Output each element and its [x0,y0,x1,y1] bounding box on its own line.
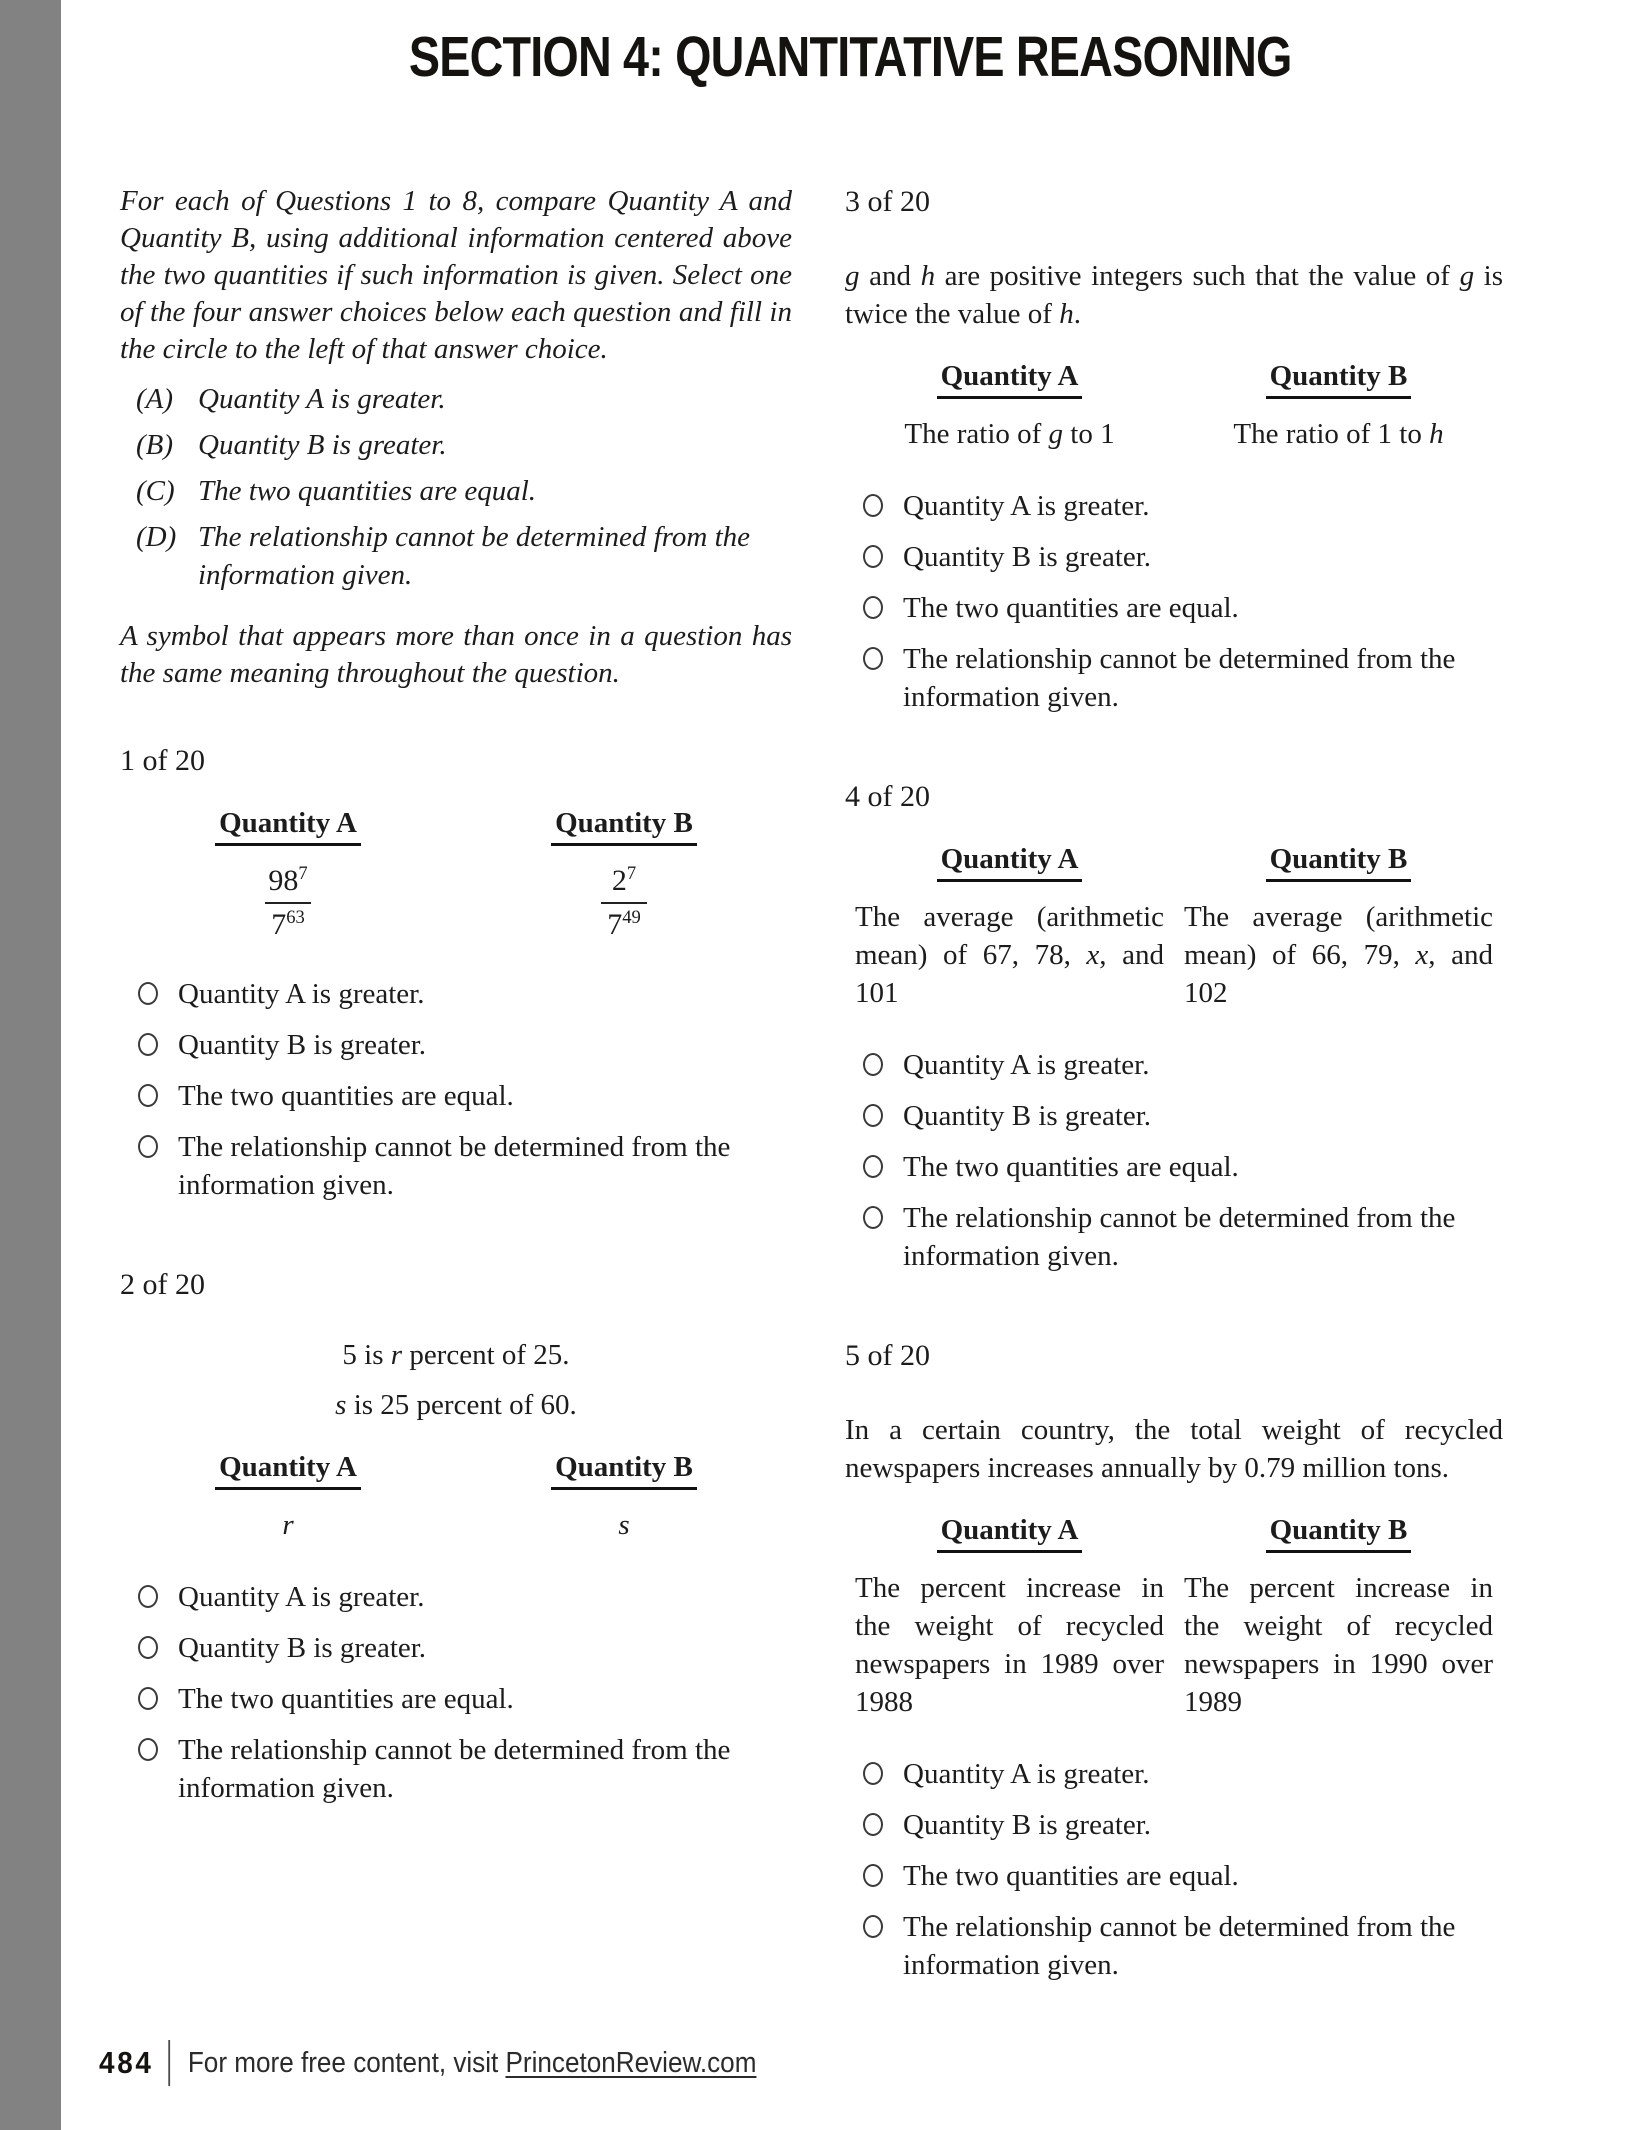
answer-option-label: The relationship cannot be determined from the information given. [903,1202,1456,1272]
footer-text: For more free content, visit PrincetonReview.com [187,2047,757,2079]
quantity-a-cell [845,840,1174,1012]
answer-option-label: Quantity B is greater. [178,1029,427,1061]
answer-option-label: The relationship cannot be determined from the information given. [903,1911,1456,1981]
text-segment: The ratio of 1 to [1233,418,1430,450]
text-segment: , and 101 [855,939,1164,1009]
quantity-a-cell [845,1511,1174,1721]
page-title [61,26,1640,88]
footer-page-number: 484 [99,2045,154,2080]
math-variable: g [1459,260,1475,292]
answer-option [138,1731,792,1807]
answer-radio-icon[interactable] [863,1053,883,1076]
math-variable: s [618,1509,630,1541]
answer-radio-icon[interactable] [863,1104,883,1127]
answer-option-label: The two quantities are equal. [903,1151,1239,1183]
answer-option [863,1857,1503,1895]
answer-radio-icon[interactable] [863,1813,883,1836]
quantity-a-fraction [264,865,311,941]
quantity-b-value [618,1506,629,1544]
fraction-denominator: $7^{49}$ [601,902,647,941]
question-2 [120,1266,792,1807]
quantity-b-cell [1174,357,1503,453]
quantity-a-value [282,1506,293,1544]
answer-option-label: The relationship cannot be determined from the information given. [903,643,1456,713]
math-variable: g [1048,418,1064,450]
answer-option [138,1026,792,1064]
instruction-choice [136,518,792,594]
instruction-choice [136,380,792,418]
answer-radio-icon[interactable] [138,1084,158,1107]
page-edge-bar [0,0,61,2130]
quantity-a-cell [845,357,1174,453]
answer-option [863,1097,1503,1135]
answer-option [138,1680,792,1718]
instruction-choice-letter: (C) [136,475,175,507]
footer-link[interactable]: PrincetonReview.com [505,2047,757,2079]
answer-radio-icon[interactable] [138,1636,158,1659]
answer-radio-icon[interactable] [138,1687,158,1710]
question-2-quantity-table [120,1448,792,1544]
answer-option-label: Quantity A is greater. [903,1758,1150,1790]
instruction-choice-text: Quantity B is greater. [198,429,447,461]
answer-option [863,640,1503,716]
answer-option-label: Quantity A is greater. [178,1581,425,1613]
question-1 [120,742,792,1204]
question-4-answer-options [845,1046,1503,1275]
answer-radio-icon[interactable] [138,1135,158,1158]
question-5-quantity-table [845,1511,1503,1721]
answer-option [138,1077,792,1115]
answer-option-label: Quantity B is greater. [178,1632,427,1664]
fraction-numerator: $98^7$ [268,863,308,897]
answer-radio-icon[interactable] [863,1864,883,1887]
instruction-choice [136,472,792,510]
math-variable: g [845,260,860,292]
question-3 [845,183,1503,716]
answer-option [863,1806,1503,1844]
quantity-b-value: The percent increase in the weight of recycled newspapers in 1990 over 1989 [1184,1572,1493,1718]
answer-radio-icon[interactable] [863,596,883,619]
instruction-choice-letter: (D) [136,521,177,553]
math-variable: x [1415,939,1429,971]
answer-option [138,1128,792,1204]
footer [99,2040,756,2086]
instruction-choice-letter: (A) [136,383,174,415]
answer-option-label: Quantity B is greater. [903,1100,1152,1132]
math-variable: r [390,1339,403,1371]
answer-radio-icon[interactable] [138,1033,158,1056]
question-2-answer-options [120,1578,792,1807]
page-title-text: SECTION 4: QUANTITATIVE REASONING [409,25,1292,89]
answer-radio-icon[interactable] [863,1155,883,1178]
text-segment: is 25 percent of 60. [346,1389,577,1421]
answer-radio-icon[interactable] [863,1915,883,1938]
question-4-number: 4 of 20 [845,780,930,813]
quantity-b-header: Quantity B [551,804,697,846]
text-segment: and [859,260,921,292]
quantity-b-cell [1174,840,1503,1012]
question-3-stem [845,257,1503,333]
quantity-b-cell [456,1448,792,1544]
math-variable: h [920,260,936,292]
question-4 [845,778,1503,1275]
question-5-number: 5 of 20 [845,1339,930,1372]
answer-option [863,1908,1503,1984]
quantity-b-value [1184,898,1493,1012]
answer-option-label: The two quantities are equal. [178,1683,514,1715]
answer-option-label: Quantity A is greater. [903,1049,1150,1081]
math-variable: s [335,1389,347,1421]
answer-option-label: The relationship cannot be determined from the information given. [178,1734,731,1804]
question-3-number: 3 of 20 [845,185,930,218]
math-variable: x [1086,939,1100,971]
instruction-choice-text: Quantity A is greater. [198,383,446,415]
text-segment: is twice the value of [845,260,1504,330]
left-column [120,183,792,1820]
question-2-info-line [120,1336,792,1374]
answer-option [863,487,1503,525]
text-segment: percent of 25. [402,1339,570,1371]
footer-divider [168,2040,170,2086]
answer-option-label: The relationship cannot be determined from the information given. [178,1131,731,1201]
instruction-choice [136,426,792,464]
answer-option-label: The two quantities are equal. [903,1860,1239,1892]
math-variable: h [1429,418,1444,450]
answer-option [138,975,792,1013]
quantity-b-header: Quantity B [551,1448,697,1490]
answer-option-label: Quantity B is greater. [903,1809,1152,1841]
right-column [845,183,1503,1997]
quantity-a-cell [120,1448,456,1544]
answer-radio-icon[interactable] [863,1762,883,1785]
quantity-b-fraction [601,865,647,941]
question-2-number: 2 of 20 [120,1268,205,1301]
answer-option [138,1629,792,1667]
quantity-b-cell [456,804,792,941]
quantity-b-header: Quantity B [1266,1511,1412,1553]
question-3-answer-options [845,487,1503,716]
instruction-choice-text: The two quantities are equal. [198,475,537,507]
instructions-paragraph: For each of Questions 1 to 8, compare Quantity A and Quantity B, using additional information centered above the two quantities if such information is given. Select one of the four answer choices below each question and fill in the circle to the left of that answer choice. [120,185,792,365]
answer-radio-icon[interactable] [863,1206,883,1229]
quantity-b-value [601,862,647,941]
answer-option [863,1199,1503,1275]
text-segment: 5 is [342,1339,391,1371]
answer-radio-icon[interactable] [863,647,883,670]
quantity-a-value [904,415,1114,453]
quantity-a-header: Quantity A [937,357,1083,399]
text-segment: The ratio of [904,418,1049,450]
question-3-quantity-table [845,357,1503,453]
answer-option [863,1148,1503,1186]
answer-option [863,1046,1503,1084]
question-1-quantity-table [120,804,792,941]
quantity-b-cell [1174,1511,1503,1721]
math-variable: h [1059,298,1074,330]
question-5 [845,1337,1503,1984]
answer-option [863,589,1503,627]
math-variable: r [282,1509,294,1541]
answer-radio-icon[interactable] [138,1585,158,1608]
text-segment: . [1073,298,1081,330]
answer-option-label: Quantity A is greater. [903,490,1150,522]
question-2-info-line [120,1386,792,1424]
quantity-b-header: Quantity B [1266,357,1412,399]
text-segment: The average (arithmetic mean) of 66, 79, [1184,901,1493,971]
quantity-a-value: The percent increase in the weight of recycled newspapers in 1989 over 1988 [855,1572,1164,1718]
quantity-a-header: Quantity A [215,804,361,846]
answer-radio-icon[interactable] [863,494,883,517]
text-segment: The average (arithmetic mean) of 67, 78, [855,901,1164,971]
question-5-answer-options [845,1755,1503,1984]
text-segment: , and 102 [1184,939,1493,1009]
quantity-b-value [1233,415,1443,453]
answer-option [863,1755,1503,1793]
answer-option [863,538,1503,576]
quantity-b-header: Quantity B [1266,840,1412,882]
answer-option-label: Quantity A is greater. [178,978,425,1010]
answer-option-label: The two quantities are equal. [903,592,1239,624]
instruction-choice-letter: (B) [136,429,174,461]
quantity-a-value [855,898,1164,1012]
quantity-a-value [264,862,311,941]
question-1-answer-options [120,975,792,1204]
answer-radio-icon[interactable] [138,982,158,1005]
answer-radio-icon[interactable] [863,545,883,568]
question-5-stem: In a certain country, the total weight of recycled newspapers increases annually by 0.79 million tons. [845,1414,1503,1484]
quantity-a-header: Quantity A [215,1448,361,1490]
answer-option-label: The two quantities are equal. [178,1080,514,1112]
fraction-numerator: $2^7$ [611,863,637,897]
quantity-a-header: Quantity A [937,1511,1083,1553]
text-segment: to 1 [1063,418,1115,450]
instruction-choices-list [120,380,792,594]
question-4-quantity-table [845,840,1503,1012]
quantity-a-header: Quantity A [937,840,1083,882]
answer-radio-icon[interactable] [138,1738,158,1761]
text-segment: are positive integers such that the value of [935,260,1460,292]
question-1-number: 1 of 20 [120,744,205,777]
quantity-a-cell [120,804,456,941]
answer-option [138,1578,792,1616]
instruction-choice-text: The relationship cannot be determined from the information given. [198,521,750,591]
fraction-denominator: $7^{63}$ [265,902,311,941]
symbol-note: A symbol that appears more than once in a question has the same meaning throughout the question. [120,620,792,689]
answer-option-label: Quantity B is greater. [903,541,1152,573]
